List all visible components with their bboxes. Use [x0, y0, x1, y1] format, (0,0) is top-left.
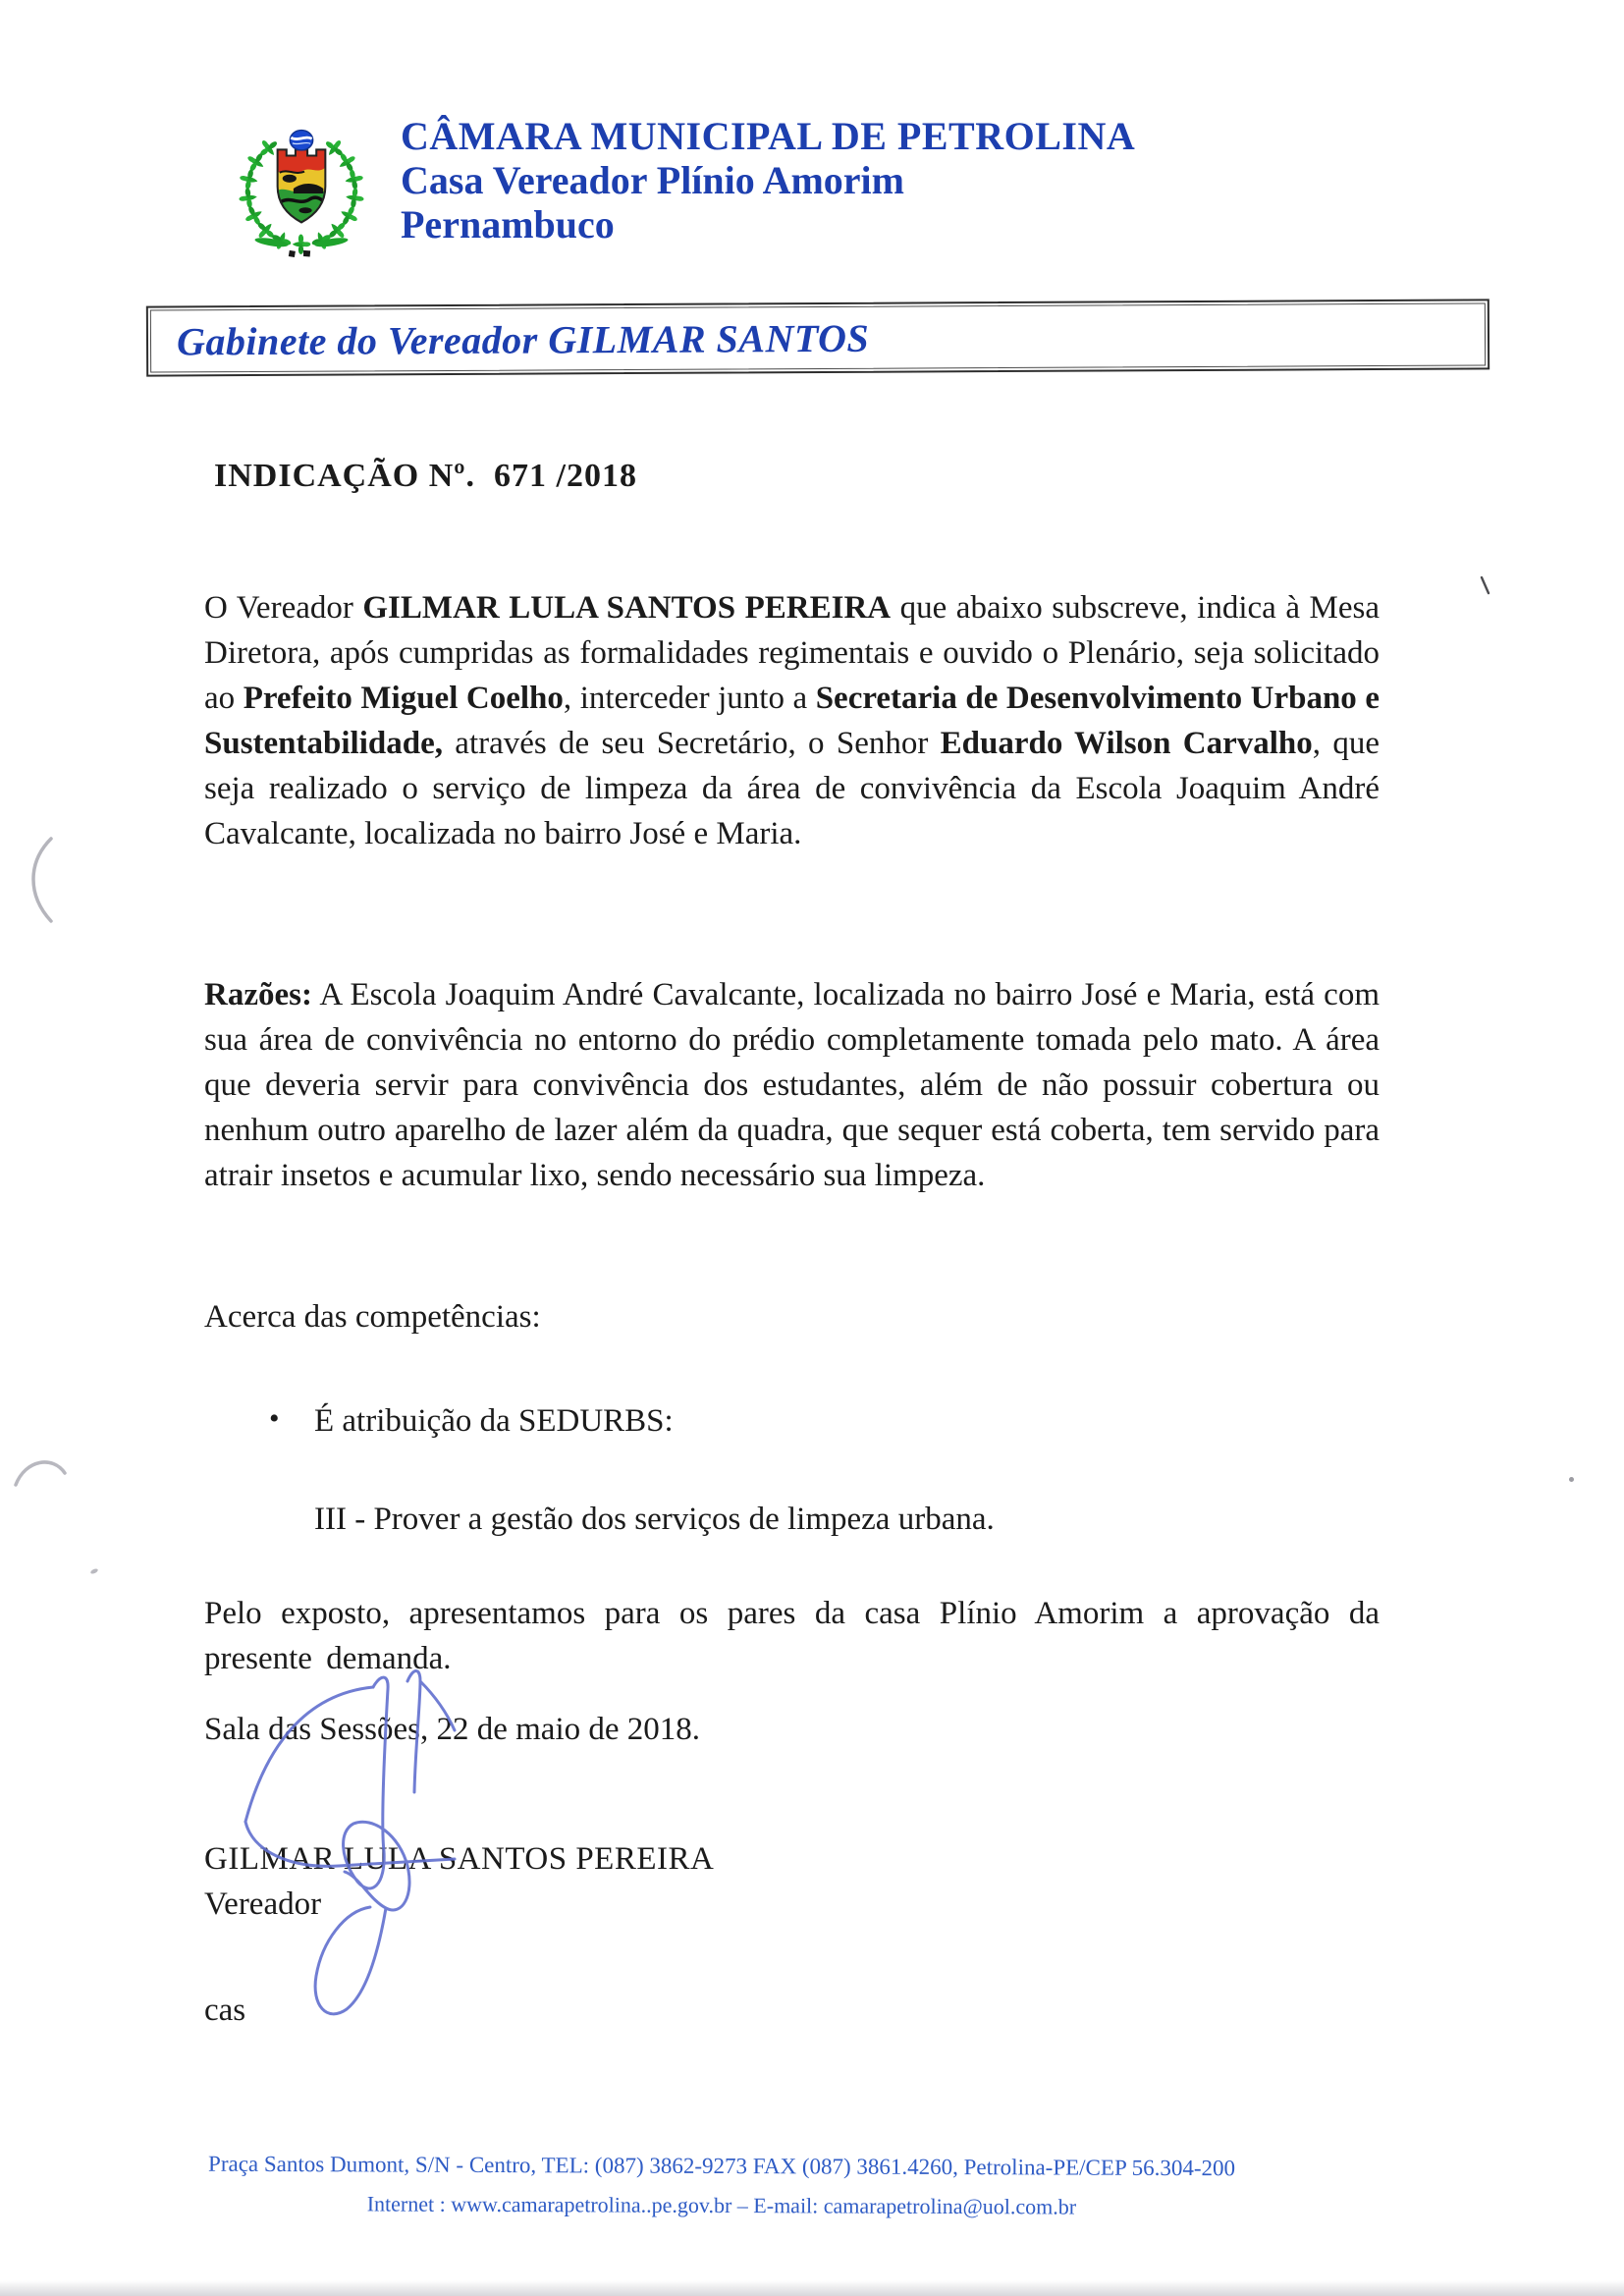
- dateline: Sala das Sessões, 22 de maio de 2018.: [204, 1712, 701, 1747]
- org-name: CÂMARA MUNICIPAL DE PETROLINA: [401, 114, 1136, 158]
- paragraph-request: O Vereador GILMAR LULA SANTOS PEREIRA que abaixo subscreve, indica à Mesa Diretora, após cumpridas as formalidades regimentais e ouvido o Plenário, seja solicitado ao Prefeito Miguel Coelho, interceder junto a Secretaria de Desenvolvimento Urbano e Sustentabilidade, através de seu Secretário, o Senhor Eduardo Wilson Carvalho, que seja realizado o serviço de limpeza da área de convivência da Escola Joaquim André Cavalcante, localizada no bairro José e Maria.: [204, 590, 1380, 851]
- globe: [290, 131, 312, 150]
- document-title: INDICAÇÃO Nº. 671 /2018: [214, 458, 637, 494]
- handwritten-signature-scribble: [177, 1630, 530, 2043]
- petrolina-coat-of-arms-logo: [234, 126, 369, 259]
- clause-iii: III - Prover a gestão dos serviços de limpeza urbana.: [314, 1502, 995, 1537]
- typist-initials: cas: [204, 1993, 246, 2028]
- letterhead-footer: [79, 2144, 1365, 2228]
- bullet-item-sedurbs: [204, 1398, 1380, 1444]
- bullet-marker: •: [269, 1402, 280, 1435]
- footer-address-line: Praça Santos Dumont, S/N - Centro, TEL: (087) 3862-9273 FAX (087) 3861.4260, Petrolina-PE/CEP 56.304-200: [208, 2151, 1236, 2181]
- scanner-bottom-edge: [0, 2280, 1624, 2296]
- scan-artifact-curve-left-2: [12, 1449, 71, 1493]
- scan-artifact-smudge: [90, 1567, 99, 1574]
- paragraph-reasons: Razões: A Escola Joaquim André Cavalcante, localizada no bairro José e Maria, está com sua área de convivência no entorno do prédio completamente tomada pelo mato. A área que deveria servir para convivência dos estudantes, além de não possuir cobertura ou nenhum outro aparelho de lazer além da quadra, que sequer está coberta, tem servido para atrair insetos e acumular lixo, sendo necessário sua limpeza.: [204, 977, 1380, 1193]
- bullet-text: É atribuição da SEDURBS:: [314, 1403, 674, 1439]
- office-banner-text: Gabinete do Vereador GILMAR SANTOS: [176, 315, 870, 363]
- signatory-role: Vereador: [204, 1886, 322, 1922]
- org-state: Pernambuco: [401, 202, 615, 246]
- office-banner-inner-border: [150, 302, 1486, 372]
- scan-artifact-tick: [1479, 575, 1492, 597]
- footer-internet-line: Internet : www.camarapetrolina..pe.gov.br – E-mail: camarapetrolina@uol.com.br: [366, 2191, 1077, 2219]
- paragraph-competencies: Acerca das competências:: [204, 1299, 541, 1335]
- scan-artifact-curve-left: [16, 833, 59, 927]
- scan-artifact-dot: [1569, 1477, 1574, 1482]
- office-banner-box: [146, 299, 1489, 376]
- shield: [276, 147, 328, 225]
- org-building: Casa Vereador Plínio Amorim: [401, 158, 904, 202]
- paragraph-closing: Pelo exposto, apresentamos para os pares da casa Plínio Amorim a aprovação da presente demanda.: [204, 1596, 1380, 1676]
- signatory-name: GILMAR LULA SANTOS PEREIRA: [204, 1841, 715, 1877]
- organization-header: [401, 114, 1135, 246]
